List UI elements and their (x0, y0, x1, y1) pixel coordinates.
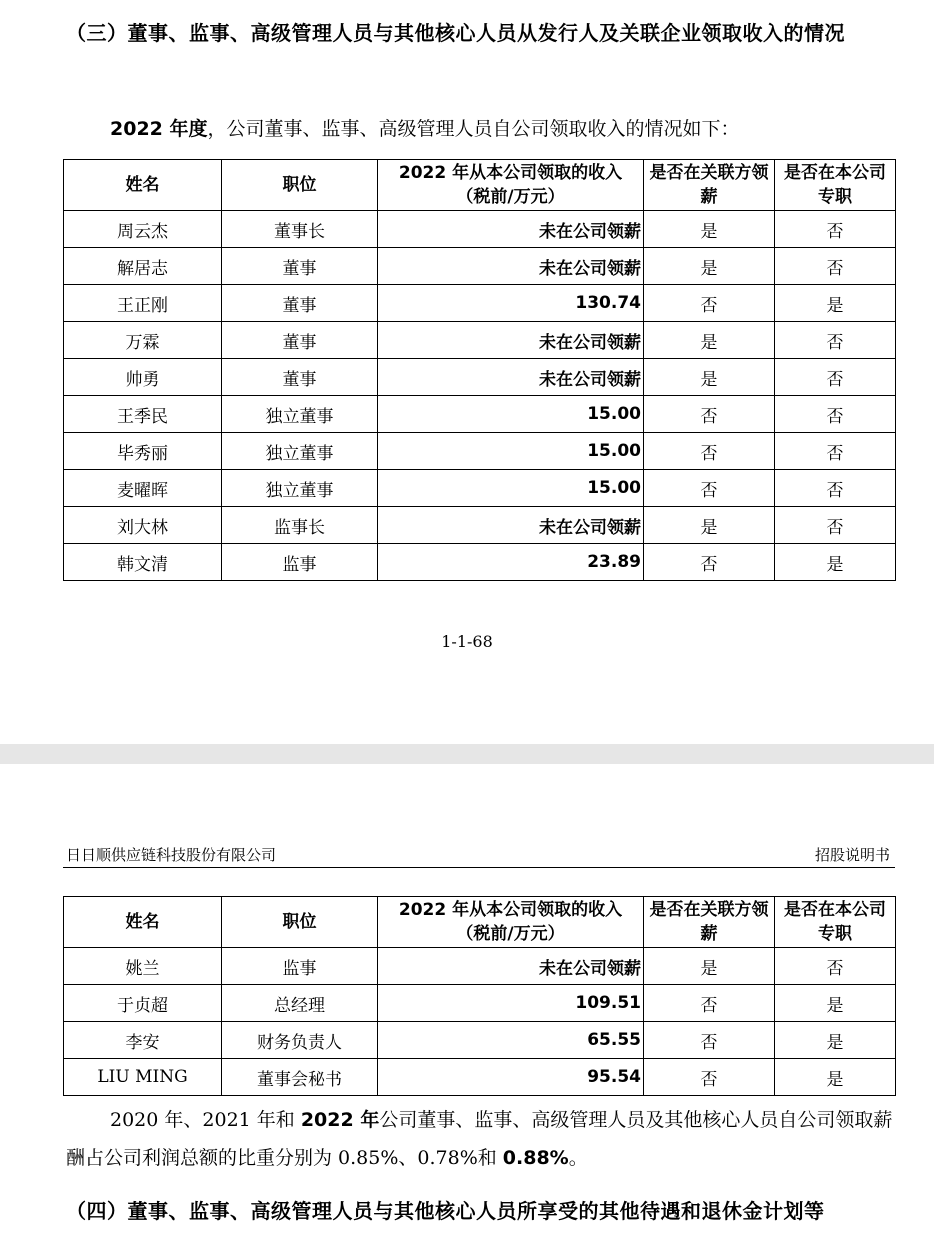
table-row (64, 544, 896, 581)
table-row (64, 470, 896, 507)
cell-position: 董事 (222, 359, 378, 396)
table-row (64, 211, 896, 248)
intro-year: 2022 年度 (110, 118, 208, 140)
table-row (64, 322, 896, 359)
cell-related-party-pay: 否 (644, 985, 775, 1022)
cell-income: 未在公司领薪 (378, 359, 644, 396)
cell-position: 董事 (222, 248, 378, 285)
cell-related-party-pay: 是 (644, 322, 775, 359)
cell-full-time: 否 (775, 470, 896, 507)
intro-sentence (110, 114, 740, 141)
cell-income: 未在公司领薪 (378, 248, 644, 285)
cell-position: 独立董事 (222, 396, 378, 433)
table-row (64, 433, 896, 470)
cell-full-time: 否 (775, 248, 896, 285)
cell-income: 未在公司领薪 (378, 322, 644, 359)
cell-position: 财务负责人 (222, 1022, 378, 1059)
cell-related-party-pay: 否 (644, 470, 775, 507)
header-income: 2022 年从本公司领取的收入（税前/万元） (378, 160, 644, 211)
cell-name: 帅勇 (64, 359, 222, 396)
section-heading-4: （四）董事、监事、高级管理人员与其他核心人员所享受的其他待遇和退休金计划等 (66, 1199, 825, 1223)
section-heading-3: （三）董事、监事、高级管理人员与其他核心人员从发行人及关联企业领取收入的情况 (66, 21, 845, 45)
cell-related-party-pay: 否 (644, 544, 775, 581)
cell-position: 董事会秘书 (222, 1059, 378, 1096)
cell-name: 姚兰 (64, 948, 222, 985)
cell-full-time: 否 (775, 211, 896, 248)
cell-income: 95.54 (378, 1059, 644, 1096)
cell-income: 未在公司领薪 (378, 211, 644, 248)
cell-name: 麦曜晖 (64, 470, 222, 507)
para-text-2: 公司董事、监事、高级管理人员及其他核心人员自公司领取薪酬占公司利润总额的比重分别为 0.85%、0.78%和 (66, 1109, 893, 1169)
cell-related-party-pay: 是 (644, 248, 775, 285)
cell-name: 李安 (64, 1022, 222, 1059)
cell-income: 15.00 (378, 433, 644, 470)
para-bold-ratio: 0.88% (502, 1147, 569, 1169)
cell-full-time: 否 (775, 396, 896, 433)
cell-position: 监事 (222, 544, 378, 581)
cell-full-time: 否 (775, 507, 896, 544)
cell-position: 监事 (222, 948, 378, 985)
table-header-row (64, 897, 896, 948)
page-header-company: 日日顺供应链科技股份有限公司 (66, 846, 277, 864)
cell-name: 王正刚 (64, 285, 222, 322)
table-row (64, 507, 896, 544)
cell-position: 独立董事 (222, 470, 378, 507)
table-row (64, 1059, 896, 1096)
cell-full-time: 否 (775, 948, 896, 985)
cell-related-party-pay: 否 (644, 396, 775, 433)
header-related-party-pay: 是否在关联方领薪 (644, 897, 775, 948)
cell-income: 未在公司领薪 (378, 507, 644, 544)
page-number: 1-1-68 (441, 632, 493, 651)
cell-full-time: 是 (775, 1022, 896, 1059)
cell-related-party-pay: 否 (644, 1022, 775, 1059)
compensation-table-part1 (63, 159, 896, 581)
cell-income: 65.55 (378, 1022, 644, 1059)
cell-position: 独立董事 (222, 433, 378, 470)
para-text-3: 。 (568, 1147, 588, 1169)
intro-text: ，公司董事、监事、高级管理人员自公司领取收入的情况如下： (207, 118, 740, 140)
table-row (64, 285, 896, 322)
cell-name: LIU MING (64, 1059, 222, 1096)
cell-income: 130.74 (378, 285, 644, 322)
cell-full-time: 是 (775, 985, 896, 1022)
header-position: 职位 (222, 160, 378, 211)
cell-name: 刘大林 (64, 507, 222, 544)
header-full-time: 是否在本公司专职 (775, 160, 896, 211)
header-name: 姓名 (64, 160, 222, 211)
table-row (64, 396, 896, 433)
cell-income: 109.51 (378, 985, 644, 1022)
table-row (64, 948, 896, 985)
cell-name: 王季民 (64, 396, 222, 433)
cell-full-time: 是 (775, 285, 896, 322)
page-gap (0, 744, 934, 764)
cell-position: 董事 (222, 285, 378, 322)
cell-related-party-pay: 否 (644, 433, 775, 470)
page-header-doc-type: 招股说明书 (814, 846, 890, 864)
table-row (64, 985, 896, 1022)
cell-related-party-pay: 否 (644, 285, 775, 322)
cell-position: 董事 (222, 322, 378, 359)
table-row (64, 359, 896, 396)
cell-name: 周云杰 (64, 211, 222, 248)
cell-full-time: 否 (775, 433, 896, 470)
para-text-1: 2020 年、2021 年和 (110, 1109, 301, 1131)
cell-income: 未在公司领薪 (378, 948, 644, 985)
cell-income: 15.00 (378, 470, 644, 507)
cell-name: 韩文清 (64, 544, 222, 581)
cell-full-time: 是 (775, 1059, 896, 1096)
cell-name: 毕秀丽 (64, 433, 222, 470)
cell-full-time: 否 (775, 359, 896, 396)
header-related-party-pay: 是否在关联方领薪 (644, 160, 775, 211)
cell-position: 董事长 (222, 211, 378, 248)
cell-related-party-pay: 是 (644, 211, 775, 248)
cell-related-party-pay: 是 (644, 359, 775, 396)
cell-income: 23.89 (378, 544, 644, 581)
header-name: 姓名 (64, 897, 222, 948)
header-income: 2022 年从本公司领取的收入（税前/万元） (378, 897, 644, 948)
cell-related-party-pay: 否 (644, 1059, 775, 1096)
cell-name: 于贞超 (64, 985, 222, 1022)
cell-position: 监事长 (222, 507, 378, 544)
para-bold-year: 2022 年 (300, 1109, 380, 1131)
header-full-time: 是否在本公司专职 (775, 897, 896, 948)
page-header-rule (63, 867, 895, 868)
compensation-ratio-paragraph (66, 1101, 896, 1177)
compensation-table-part2 (63, 896, 896, 1096)
cell-full-time: 是 (775, 544, 896, 581)
table-header-row (64, 160, 896, 211)
table-row (64, 248, 896, 285)
cell-full-time: 否 (775, 322, 896, 359)
document-page-2 (0, 764, 934, 1254)
cell-income: 15.00 (378, 396, 644, 433)
cell-related-party-pay: 是 (644, 507, 775, 544)
cell-name: 万霖 (64, 322, 222, 359)
header-position: 职位 (222, 897, 378, 948)
cell-position: 总经理 (222, 985, 378, 1022)
cell-name: 解居志 (64, 248, 222, 285)
table-row (64, 1022, 896, 1059)
cell-related-party-pay: 是 (644, 948, 775, 985)
